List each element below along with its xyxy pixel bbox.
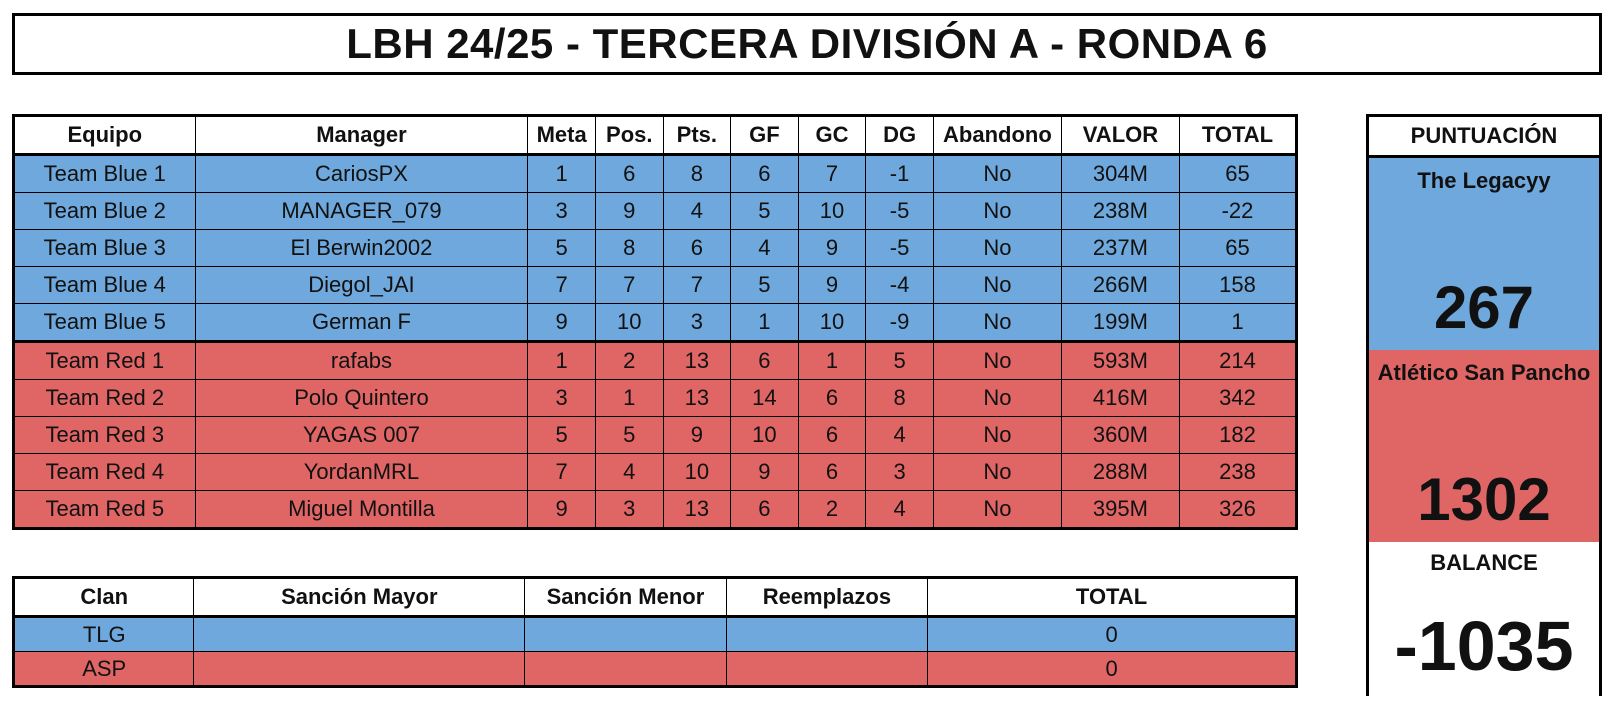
standings-cell: 13 [663, 380, 731, 417]
standings-cell: 238M [1061, 193, 1179, 230]
standings-header-cell: Pts. [663, 116, 731, 155]
standings-header-row [14, 116, 1297, 155]
standings-cell: YordanMRL [195, 454, 528, 491]
standings-cell: 3 [528, 380, 596, 417]
clan-header-row [14, 578, 1297, 617]
standings-cell: German F [195, 304, 528, 342]
standings-cell: 6 [798, 417, 866, 454]
standings-header-cell: Abandono [933, 116, 1061, 155]
standings-cell: 182 [1179, 417, 1296, 454]
clan-cell [194, 617, 525, 652]
standings-cell: 304M [1061, 155, 1179, 193]
standings-cell: Team Blue 1 [14, 155, 196, 193]
standings-cell: 1 [731, 304, 799, 342]
standings-cell: 8 [595, 230, 663, 267]
standings-cell: 65 [1179, 155, 1296, 193]
standings-table [12, 114, 1298, 530]
standings-cell: 10 [663, 454, 731, 491]
standings-cell: -9 [866, 304, 934, 342]
clan-cell [726, 617, 927, 652]
standings-cell: 416M [1061, 380, 1179, 417]
standings-cell: 6 [798, 380, 866, 417]
standings-cell: 1 [528, 342, 596, 380]
standings-cell: 288M [1061, 454, 1179, 491]
standings-header-cell: GF [731, 116, 799, 155]
standings-cell: 5 [595, 417, 663, 454]
standings-cell: No [933, 304, 1061, 342]
standings-body [14, 155, 1297, 529]
standings-cell: No [933, 454, 1061, 491]
balance-value: -1035 [1394, 607, 1574, 685]
standings-cell: 5 [528, 230, 596, 267]
clan-row [14, 652, 1297, 687]
standings-cell: Team Blue 4 [14, 267, 196, 304]
clan-cell: 0 [928, 652, 1297, 687]
clan-cell: 0 [928, 617, 1297, 652]
clan-cell: ASP [14, 652, 194, 687]
standings-cell: 9 [663, 417, 731, 454]
standings-cell: 9 [798, 230, 866, 267]
standings-cell: 395M [1061, 491, 1179, 529]
clan-header-cell: Sanción Mayor [194, 578, 525, 617]
red-clan-score: 1302 [1417, 466, 1551, 533]
standings-cell: 8 [866, 380, 934, 417]
standings-cell: 593M [1061, 342, 1179, 380]
standings-cell: 4 [866, 417, 934, 454]
standings-cell: 6 [663, 230, 731, 267]
page-title: LBH 24/25 - TERCERA DIVISIÓN A - RONDA 6 [346, 20, 1268, 67]
standings-cell: -5 [866, 230, 934, 267]
standings-cell: 7 [528, 454, 596, 491]
score-panel [1366, 114, 1602, 696]
standings-cell: 3 [866, 454, 934, 491]
standings-cell: 7 [528, 267, 596, 304]
clan-row [14, 617, 1297, 652]
standings-cell: No [933, 230, 1061, 267]
standings-cell: No [933, 155, 1061, 193]
standings-cell: 199M [1061, 304, 1179, 342]
blue-clan-score: 267 [1433, 274, 1535, 341]
standings-cell: 237M [1061, 230, 1179, 267]
standings-row [14, 342, 1297, 380]
standings-cell: 6 [731, 342, 799, 380]
standings-cell: 10 [731, 417, 799, 454]
standings-cell: 2 [798, 491, 866, 529]
clan-cell: TLG [14, 617, 194, 652]
standings-cell: 3 [663, 304, 731, 342]
red-clan-name: Atlético San Pancho [1377, 360, 1591, 385]
standings-cell: 10 [595, 304, 663, 342]
balance-block [1369, 542, 1599, 696]
standings-cell: Team Blue 5 [14, 304, 196, 342]
clan-header-cell: Reemplazos [726, 578, 927, 617]
standings-row [14, 454, 1297, 491]
standings-cell: YAGAS 007 [195, 417, 528, 454]
standings-cell: Team Red 4 [14, 454, 196, 491]
clan-sanctions-table [12, 576, 1298, 688]
standings-header-cell: Equipo [14, 116, 196, 155]
standings-header-cell: Pos. [595, 116, 663, 155]
standings-cell: -22 [1179, 193, 1296, 230]
standings-cell: No [933, 193, 1061, 230]
standings-row [14, 267, 1297, 304]
standings-header-cell: DG [866, 116, 934, 155]
standings-cell: No [933, 491, 1061, 529]
standings-cell: -5 [866, 193, 934, 230]
standings-row [14, 417, 1297, 454]
red-clan-score-block [1369, 350, 1599, 542]
standings-cell: No [933, 417, 1061, 454]
standings-cell: 8 [663, 155, 731, 193]
clan-header-cell: Clan [14, 578, 194, 617]
standings-cell: 4 [866, 491, 934, 529]
standings-cell: 5 [731, 267, 799, 304]
standings-cell: 13 [663, 491, 731, 529]
standings-cell: 6 [595, 155, 663, 193]
clan-header-cell: TOTAL [928, 578, 1297, 617]
standings-cell: Team Blue 2 [14, 193, 196, 230]
standings-cell: 4 [731, 230, 799, 267]
standings-cell: No [933, 380, 1061, 417]
standings-cell: 5 [731, 193, 799, 230]
standings-row [14, 491, 1297, 529]
standings-cell: No [933, 267, 1061, 304]
standings-cell: 266M [1061, 267, 1179, 304]
standings-cell: 1 [1179, 304, 1296, 342]
standings-cell: -1 [866, 155, 934, 193]
clan-cell [525, 652, 726, 687]
standings-cell: 238 [1179, 454, 1296, 491]
standings-cell: 9 [528, 491, 596, 529]
standings-cell: 158 [1179, 267, 1296, 304]
blue-clan-score-block [1369, 158, 1599, 350]
page-title-box [12, 13, 1602, 75]
standings-row [14, 155, 1297, 193]
standings-cell: 5 [528, 417, 596, 454]
standings-cell: 6 [798, 454, 866, 491]
standings-cell: Miguel Montilla [195, 491, 528, 529]
standings-cell: 6 [731, 491, 799, 529]
standings-cell: Team Red 2 [14, 380, 196, 417]
standings-cell: 9 [595, 193, 663, 230]
standings-cell: 4 [663, 193, 731, 230]
standings-header-cell: TOTAL [1179, 116, 1296, 155]
standings-cell: 1 [528, 155, 596, 193]
standings-header-cell: Manager [195, 116, 528, 155]
blue-clan-name: The Legacyy [1417, 168, 1551, 193]
standings-cell: 13 [663, 342, 731, 380]
standings-cell: Polo Quintero [195, 380, 528, 417]
standings-cell: 5 [866, 342, 934, 380]
standings-cell: 360M [1061, 417, 1179, 454]
standings-cell: 14 [731, 380, 799, 417]
standings-cell: MANAGER_079 [195, 193, 528, 230]
balance-label: BALANCE [1430, 550, 1538, 575]
standings-cell: No [933, 342, 1061, 380]
standings-cell: 326 [1179, 491, 1296, 529]
clan-cell [525, 617, 726, 652]
standings-header-cell: GC [798, 116, 866, 155]
standings-cell: El Berwin2002 [195, 230, 528, 267]
standings-cell: CariosPX [195, 155, 528, 193]
standings-cell: rafabs [195, 342, 528, 380]
standings-row [14, 304, 1297, 342]
standings-cell: 1 [595, 380, 663, 417]
standings-header-cell: Meta [528, 116, 596, 155]
standings-cell: 342 [1179, 380, 1296, 417]
standings-row [14, 230, 1297, 267]
standings-row [14, 193, 1297, 230]
standings-cell: Team Red 5 [14, 491, 196, 529]
clan-header-cell: Sanción Menor [525, 578, 726, 617]
standings-cell: 10 [798, 304, 866, 342]
standings-cell: -4 [866, 267, 934, 304]
standings-cell: 65 [1179, 230, 1296, 267]
clan-cell [194, 652, 525, 687]
standings-cell: Team Red 3 [14, 417, 196, 454]
standings-cell: Team Blue 3 [14, 230, 196, 267]
standings-cell: Diegol_JAI [195, 267, 528, 304]
standings-cell: 3 [528, 193, 596, 230]
clan-body [14, 617, 1297, 687]
standings-cell: 4 [595, 454, 663, 491]
standings-cell: 7 [663, 267, 731, 304]
standings-cell: 9 [731, 454, 799, 491]
standings-header-cell: VALOR [1061, 116, 1179, 155]
standings-cell: Team Red 1 [14, 342, 196, 380]
standings-cell: 2 [595, 342, 663, 380]
standings-cell: 3 [595, 491, 663, 529]
standings-cell: 7 [798, 155, 866, 193]
standings-row [14, 380, 1297, 417]
standings-cell: 9 [798, 267, 866, 304]
standings-cell: 7 [595, 267, 663, 304]
standings-cell: 1 [798, 342, 866, 380]
score-panel-header: PUNTUACIÓN [1369, 117, 1599, 158]
standings-cell: 9 [528, 304, 596, 342]
clan-cell [726, 652, 927, 687]
standings-cell: 6 [731, 155, 799, 193]
standings-cell: 214 [1179, 342, 1296, 380]
standings-cell: 10 [798, 193, 866, 230]
